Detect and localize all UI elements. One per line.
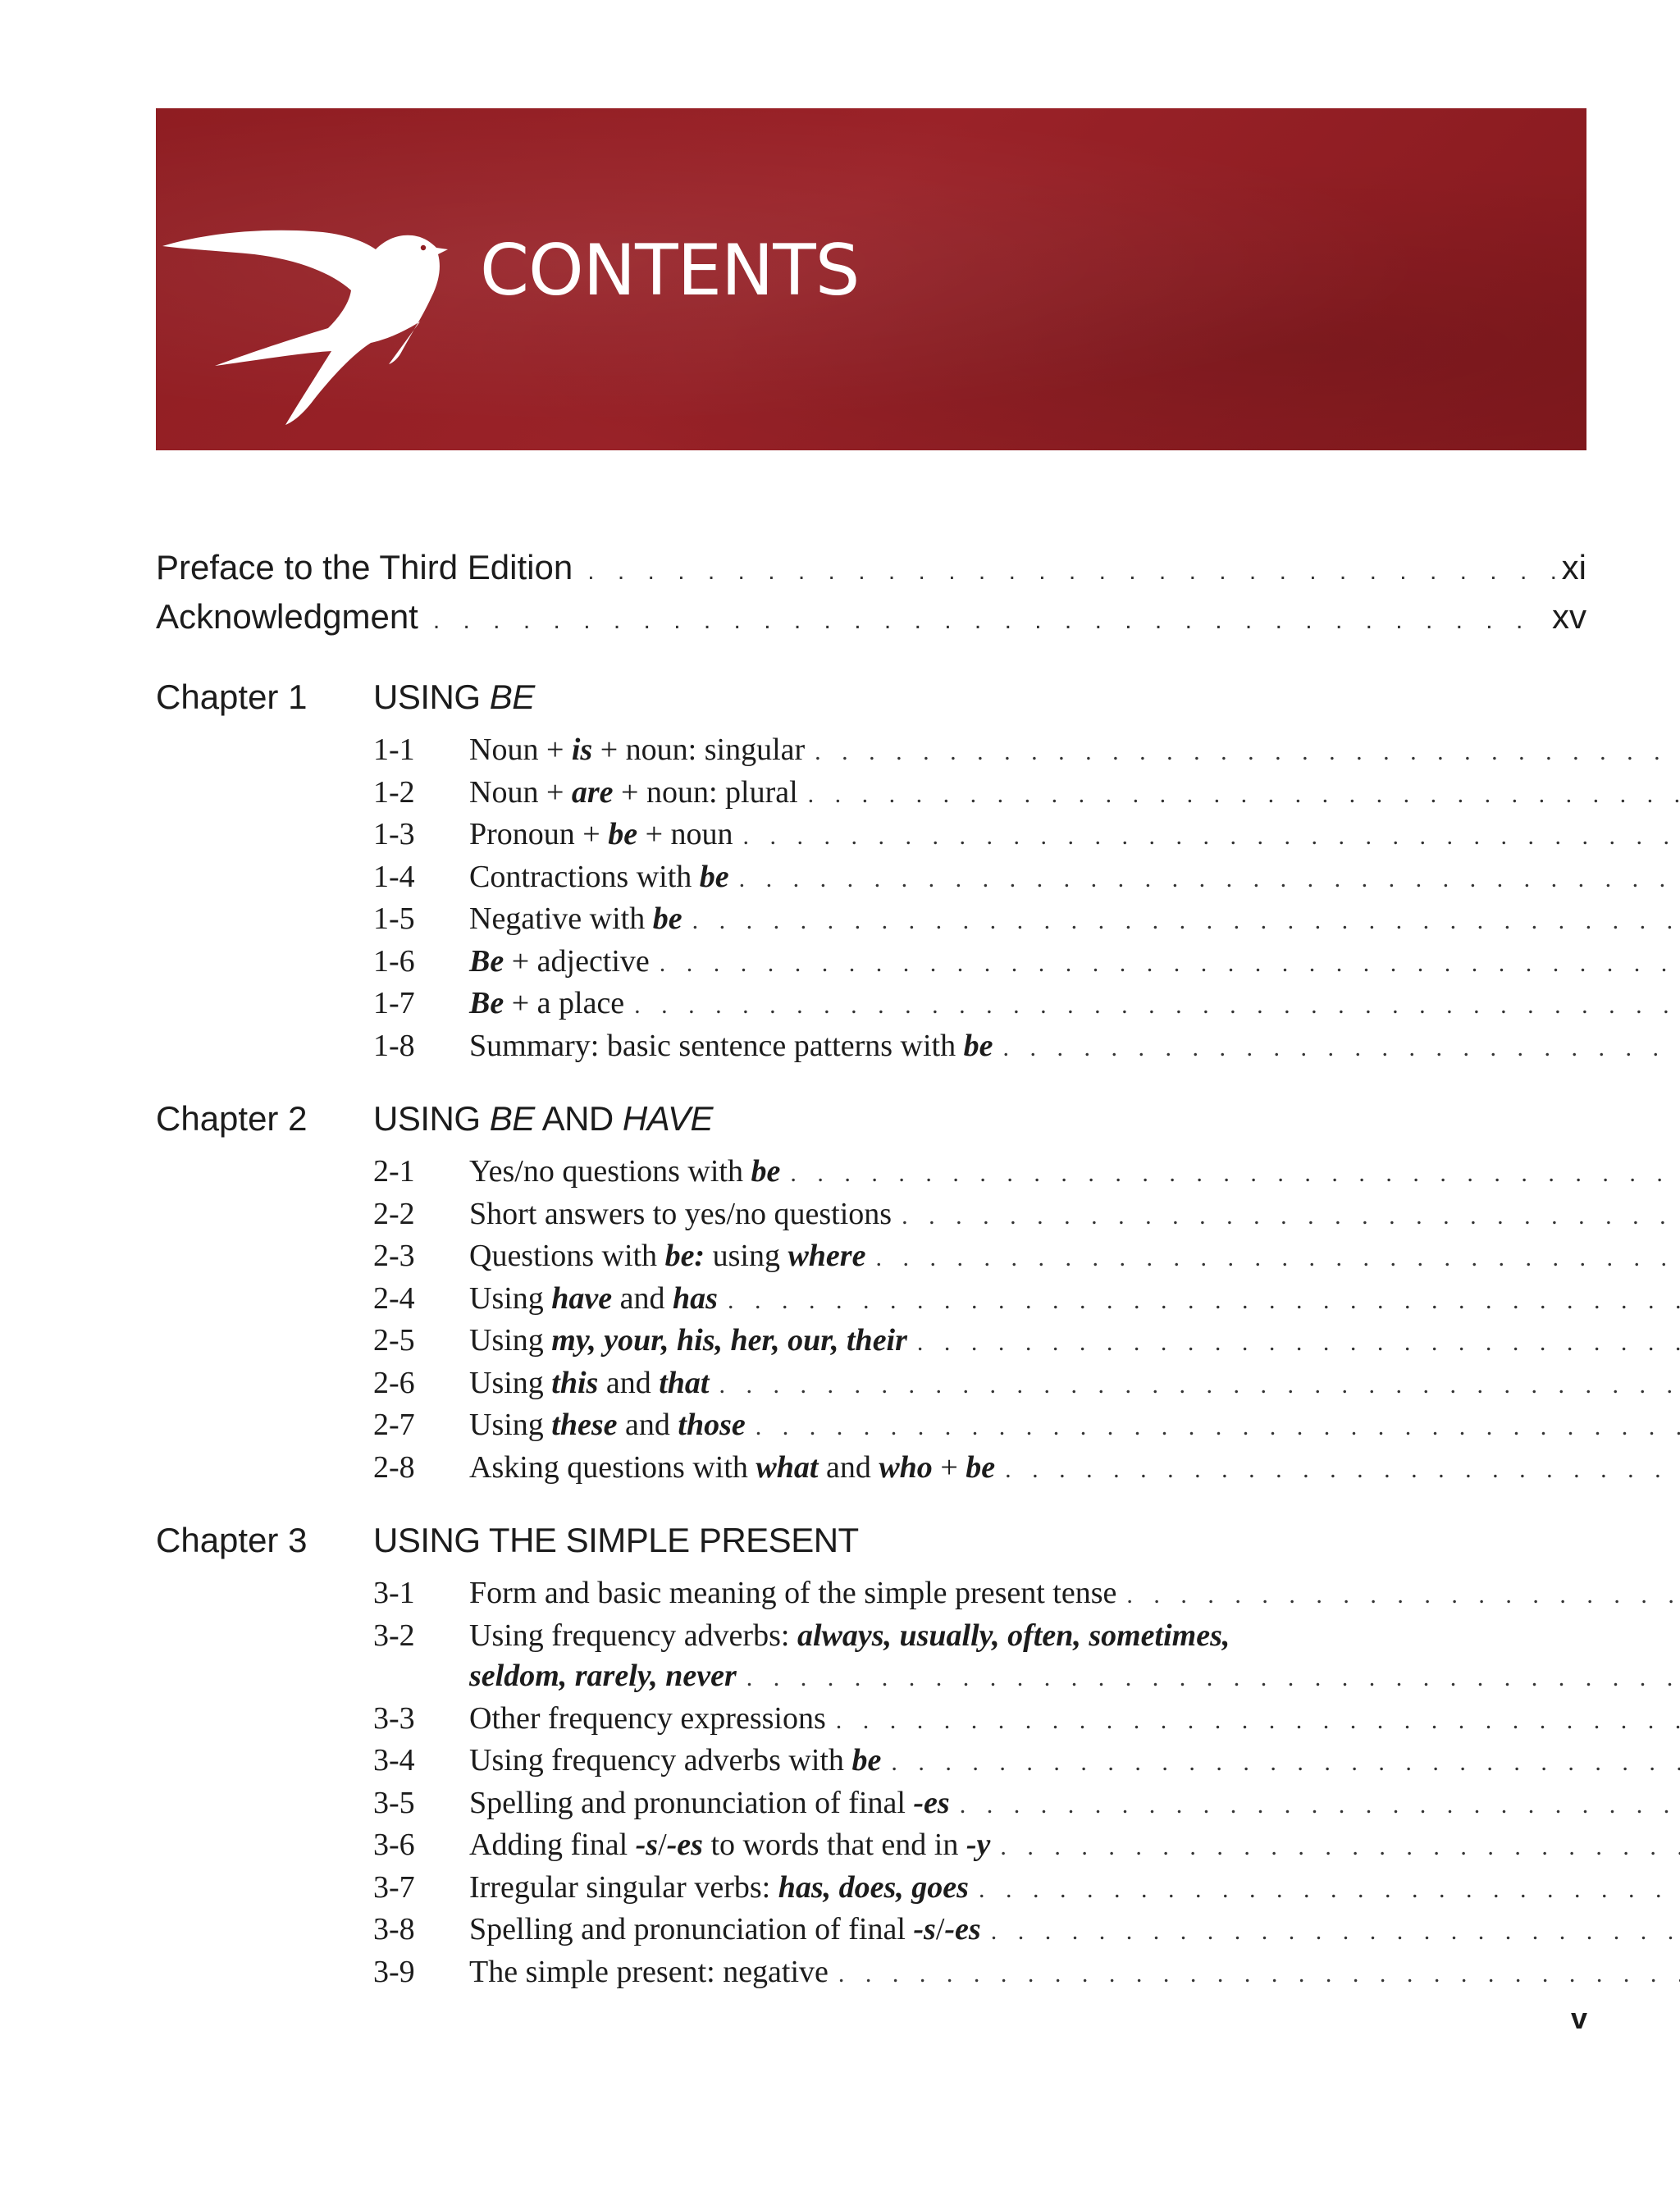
dot-leader xyxy=(1005,1449,1680,1490)
chapter-label: Chapter 1 xyxy=(156,678,308,716)
chapter-title: USING THE SIMPLE PRESENT xyxy=(373,1521,859,1559)
dot-leader xyxy=(875,1238,1680,1279)
toc-section-entry[interactable] xyxy=(373,1783,1586,1826)
section-title: Form and basic meaning of the simple present tense xyxy=(469,1576,1117,1610)
chapter-title: USING BE xyxy=(373,678,535,716)
toc-section-entry[interactable] xyxy=(373,1321,1586,1363)
section-number: 3-4 xyxy=(373,1743,415,1778)
section-number: 2-3 xyxy=(373,1239,415,1273)
dot-leader xyxy=(746,1658,1680,1699)
section-title: Negative with be xyxy=(469,901,682,936)
toc-section-entry[interactable] xyxy=(373,1152,1586,1194)
section-title: Using frequency adverbs: always, usually, often, sometimes, xyxy=(469,1618,1230,1653)
section-number: 3-3 xyxy=(373,1700,415,1736)
dot-leader xyxy=(634,985,1680,1026)
table-of-contents xyxy=(156,548,1586,1994)
section-title: Contractions with be xyxy=(469,859,729,894)
toc-section-entry[interactable] xyxy=(373,1236,1586,1279)
toc-section-entry[interactable] xyxy=(373,1825,1586,1868)
dot-leader xyxy=(917,1322,1680,1363)
toc-section-entry[interactable] xyxy=(373,1363,1586,1406)
section-number: 3-6 xyxy=(373,1828,415,1862)
dot-leader xyxy=(838,1954,1680,1995)
toc-section-entry[interactable] xyxy=(373,942,1586,984)
section-number: 2-8 xyxy=(373,1449,415,1485)
dot-leader xyxy=(719,1365,1680,1406)
toc-entry-preface[interactable] xyxy=(156,548,1586,597)
section-number: 3-8 xyxy=(373,1912,415,1946)
dot-leader xyxy=(1000,1827,1680,1868)
section-title: Other frequency expressions xyxy=(469,1700,826,1736)
dot-leader xyxy=(808,774,1680,815)
section-title-continued: seldom, rarely, never xyxy=(469,1659,737,1693)
section-number: 3-2 xyxy=(373,1618,415,1653)
dot-leader xyxy=(836,1700,1680,1741)
chapter-heading[interactable] xyxy=(156,678,1586,727)
chapter-heading[interactable] xyxy=(156,1521,1586,1570)
section-title: Questions with be: using where xyxy=(469,1239,866,1273)
toc-section-entry[interactable] xyxy=(373,1952,1586,1995)
section-title: Noun + are + noun: plural xyxy=(469,774,798,810)
dot-leader xyxy=(587,558,1556,586)
dot-leader xyxy=(728,1280,1680,1321)
chapter-heading[interactable] xyxy=(156,1099,1586,1148)
dot-leader xyxy=(1126,1575,1680,1616)
dot-leader xyxy=(433,607,1547,635)
toc-section-entry[interactable] xyxy=(373,1026,1586,1069)
section-number: 2-6 xyxy=(373,1365,415,1400)
section-number: 3-9 xyxy=(373,1954,415,1989)
chapter-3 xyxy=(156,1521,1586,1994)
toc-section-entry[interactable] xyxy=(373,1616,1586,1699)
section-number: 1-3 xyxy=(373,817,415,851)
toc-section-entry[interactable] xyxy=(373,1405,1586,1448)
section-title: Using frequency adverbs with be xyxy=(469,1743,882,1778)
section-title: The simple present: negative xyxy=(469,1954,829,1989)
dot-leader xyxy=(979,1869,1680,1910)
section-title: Using have and has xyxy=(469,1280,718,1316)
toc-entry-title: Preface to the Third Edition xyxy=(156,548,573,586)
section-number: 1-1 xyxy=(373,732,415,767)
dot-leader xyxy=(660,943,1680,984)
chapter-title: USING BE AND HAVE xyxy=(373,1099,713,1138)
section-list xyxy=(373,1152,1586,1490)
toc-section-entry[interactable] xyxy=(373,1910,1586,1952)
toc-section-entry[interactable] xyxy=(373,1573,1586,1616)
section-title: Be + a place xyxy=(469,986,625,1020)
chapter-label: Chapter 3 xyxy=(156,1521,308,1559)
section-title: Asking questions with what and who + be xyxy=(469,1449,996,1485)
section-number: 2-2 xyxy=(373,1196,415,1231)
dot-leader xyxy=(739,859,1680,900)
section-title: Irregular singular verbs: has, does, goes xyxy=(469,1869,969,1905)
section-number: 1-8 xyxy=(373,1028,415,1063)
toc-section-entry[interactable] xyxy=(373,1448,1586,1490)
section-title: Yes/no questions with be xyxy=(469,1154,781,1189)
page-title: CONTENTS xyxy=(480,230,860,312)
dot-leader xyxy=(902,1196,1680,1237)
dot-leader xyxy=(815,732,1680,773)
section-number: 1-7 xyxy=(373,986,415,1020)
section-title: Summary: basic sentence patterns with be xyxy=(469,1028,993,1063)
toc-section-entry[interactable] xyxy=(373,899,1586,942)
section-number: 3-1 xyxy=(373,1576,415,1610)
section-list xyxy=(373,1573,1586,1994)
section-title: Pronoun + be + noun xyxy=(469,817,733,851)
toc-section-entry[interactable] xyxy=(373,1868,1586,1910)
toc-section-entry[interactable] xyxy=(373,773,1586,815)
toc-section-entry[interactable] xyxy=(373,815,1586,857)
section-title: Using my, your, his, her, our, their xyxy=(469,1323,907,1358)
section-title: Short answers to yes/no questions xyxy=(469,1196,892,1231)
contents-banner xyxy=(156,108,1586,450)
section-number: 1-4 xyxy=(373,859,415,894)
dot-leader xyxy=(1002,1028,1680,1069)
dot-leader xyxy=(692,901,1680,942)
section-title: Noun + is + noun: singular xyxy=(469,732,806,767)
toc-section-entry[interactable] xyxy=(373,1194,1586,1237)
section-title: Using these and those xyxy=(469,1408,746,1442)
dot-leader xyxy=(756,1407,1680,1448)
chapter-2 xyxy=(156,1099,1586,1490)
chapter-label: Chapter 2 xyxy=(156,1099,308,1138)
toc-section-entry[interactable] xyxy=(373,857,1586,900)
section-title: Using this and that xyxy=(469,1365,710,1400)
chapter-1 xyxy=(156,678,1586,1068)
dot-leader xyxy=(960,1785,1680,1826)
toc-entry-page: xi xyxy=(1561,548,1586,586)
section-number: 1-6 xyxy=(373,943,415,979)
section-title: Spelling and pronunciation of final -es xyxy=(469,1785,950,1820)
dot-leader xyxy=(790,1153,1680,1194)
toc-section-entry[interactable] xyxy=(373,983,1586,1026)
section-title: Be + adjective xyxy=(469,943,650,979)
page-number: v xyxy=(1570,2001,1587,2035)
section-number: 1-2 xyxy=(373,774,415,810)
section-number: 2-5 xyxy=(373,1323,415,1358)
dot-leader xyxy=(991,1911,1680,1952)
toc-entry-page: xv xyxy=(1552,597,1586,636)
section-number: 1-5 xyxy=(373,901,415,936)
toc-entry-acknowledgment[interactable] xyxy=(156,597,1586,646)
section-list xyxy=(373,730,1586,1068)
swallow-bird-icon xyxy=(156,157,468,428)
toc-section-entry[interactable] xyxy=(373,730,1586,773)
dot-leader xyxy=(891,1742,1680,1783)
toc-section-entry[interactable] xyxy=(373,1741,1586,1783)
section-number: 2-4 xyxy=(373,1280,415,1316)
section-number: 3-7 xyxy=(373,1869,415,1905)
section-number: 2-7 xyxy=(373,1408,415,1442)
section-title: Spelling and pronunciation of final -s/-es xyxy=(469,1912,981,1946)
toc-section-entry[interactable] xyxy=(373,1699,1586,1741)
toc-section-entry[interactable] xyxy=(373,1279,1586,1321)
section-number: 3-5 xyxy=(373,1785,415,1820)
section-number: 2-1 xyxy=(373,1154,415,1189)
toc-entry-title: Acknowledgment xyxy=(156,597,418,636)
dot-leader xyxy=(743,816,1680,857)
section-title: Adding final -s/-es to words that end in -y xyxy=(469,1828,991,1862)
